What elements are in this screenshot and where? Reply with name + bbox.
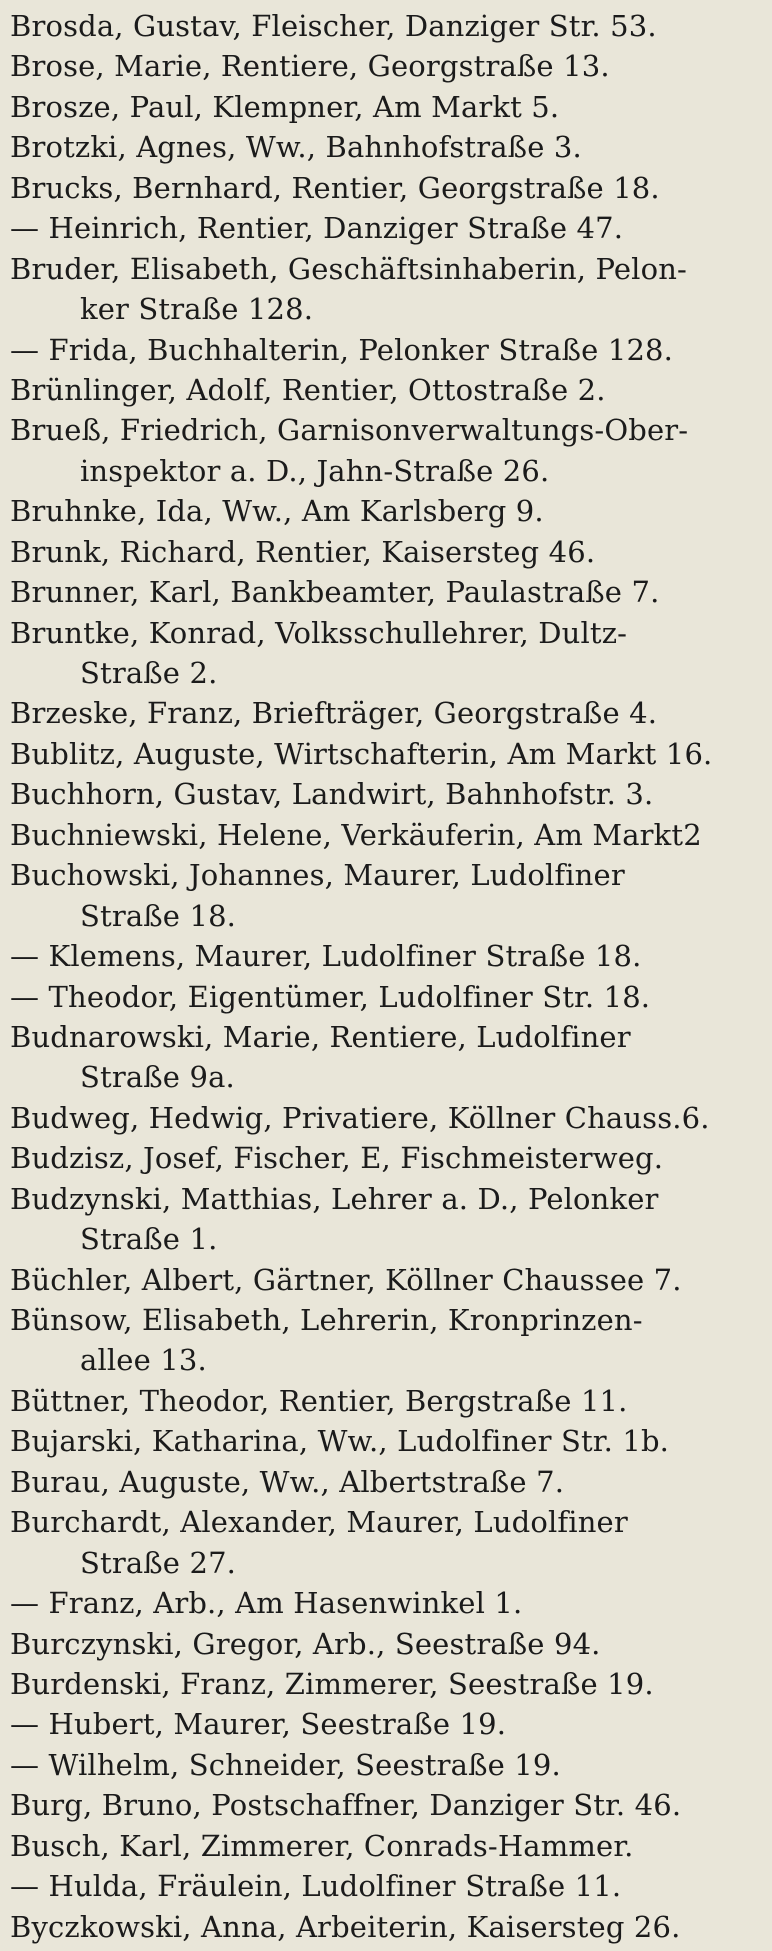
entry-line: Budweg, Hedwig, Privatiere, Köllner Chauss.6. [10,1100,710,1135]
entry-line: Brosze, Paul, Klempner, Am Markt 5. [10,89,560,124]
entry-line: — Theodor, Eigentümer, Ludolfiner Str. 18. [10,979,651,1014]
entry-line: Budnarowski, Marie, Rentiere, Ludolfiner [10,1019,631,1054]
entry-line: Büchler, Albert, Gärtner, Köllner Chaussee 7. [10,1262,682,1297]
entry-line: Bublitz, Auguste, Wirtschafterin, Am Markt 16. [10,736,713,771]
entry-line: — Frida, Buchhalterin, Pelonker Straße 128. [10,332,674,367]
entry-line: — Heinrich, Rentier, Danziger Straße 47. [10,211,624,246]
entry-line: Buchniewski, Helene, Verkäuferin, Am Markt2 [10,817,702,852]
entry-line: Burdenski, Franz, Zimmerer, Seestraße 19. [10,1666,654,1701]
directory-page [10,6,762,1946]
entry-line: Burczynski, Gregor, Arb., Seestraße 94. [10,1626,601,1661]
entry-line: Byczkowski, Anna, Arbeiterin, Kaisersteg 26. [10,1909,681,1944]
entry-line: Brosda, Gustav, Fleischer, Danziger Str. 53. [10,9,657,43]
entry-continuation: inspektor a. D., Jahn-Straße 26. [80,453,550,488]
entry-continuation: Straße 27. [80,1545,237,1580]
entry-line: — Klemens, Maurer, Ludolfiner Straße 18. [10,939,642,974]
entry-line: Büttner, Theodor, Rentier, Bergstraße 11. [10,1383,628,1418]
entry-continuation: Straße 1. [80,1222,218,1257]
entry-line: — Wilhelm, Schneider, Seestraße 19. [10,1747,561,1782]
entry-line: Bujarski, Katharina, Ww., Ludolfiner Str. 1b. [10,1424,670,1459]
entry-line: Brzeske, Franz, Briefträger, Georgstraße 4. [10,696,658,731]
entry-line: Brünlinger, Adolf, Rentier, Ottostraße 2. [10,372,606,407]
entry-line: Buchowski, Johannes, Maurer, Ludolfiner [10,858,625,893]
entry-line: Burg, Bruno, Postschaffner, Danziger Str. 46. [10,1788,682,1823]
entry-line: Bruntke, Konrad, Volksschullehrer, Dultz- [10,615,628,650]
entry-line: Brotzki, Agnes, Ww., Bahnhofstraße 3. [10,130,582,165]
entry-line: Buchhorn, Gustav, Landwirt, Bahnhofstr. 3. [10,777,654,812]
entry-continuation: Straße 2. [80,656,218,690]
entry-line: Burchardt, Alexander, Maurer, Ludolfiner [10,1505,628,1540]
entry-line: Bünsow, Elisabeth, Lehrerin, Kronprinzen- [10,1303,643,1337]
entry-line: Brueß, Friedrich, Garnisonverwaltungs-Ober- [10,413,689,448]
entry-line: Brose, Marie, Rentiere, Georgstraße 13. [10,49,610,84]
entry-continuation: ker Straße 128. [80,292,314,327]
entry-line: Brunner, Karl, Bankbeamter, Paulastraße 7. [10,575,660,610]
entry-line: Brucks, Bernhard, Rentier, Georgstraße 18. [10,170,660,205]
entry-line: — Franz, Arb., Am Hasenwinkel 1. [10,1586,523,1621]
entry-line: Bruder, Elisabeth, Geschäftsinhaberin, Pelon- [10,251,687,286]
entry-continuation: Straße 9a. [80,1060,235,1095]
entry-line: Budzisz, Josef, Fischer, E, Fischmeisterweg. [10,1141,664,1176]
entry-line: Busch, Karl, Zimmerer, Conrads-Hammer. [10,1828,634,1863]
entry-line: — Hubert, Maurer, Seestraße 19. [10,1707,507,1742]
entry-continuation: allee 13. [80,1343,207,1378]
entry-line: Brunk, Richard, Rentier, Kaisersteg 46. [10,534,596,569]
entry-line: Budzynski, Matthias, Lehrer a. D., Pelonker [10,1181,659,1216]
entry-line: Bruhnke, Ida, Ww., Am Karlsberg 9. [10,494,544,529]
entry-continuation: Straße 18. [80,898,237,933]
entry-line: — Hulda, Fräulein, Ludolfiner Straße 11. [10,1869,622,1904]
entry-line: Burau, Auguste, Ww., Albertstraße 7. [10,1464,565,1499]
